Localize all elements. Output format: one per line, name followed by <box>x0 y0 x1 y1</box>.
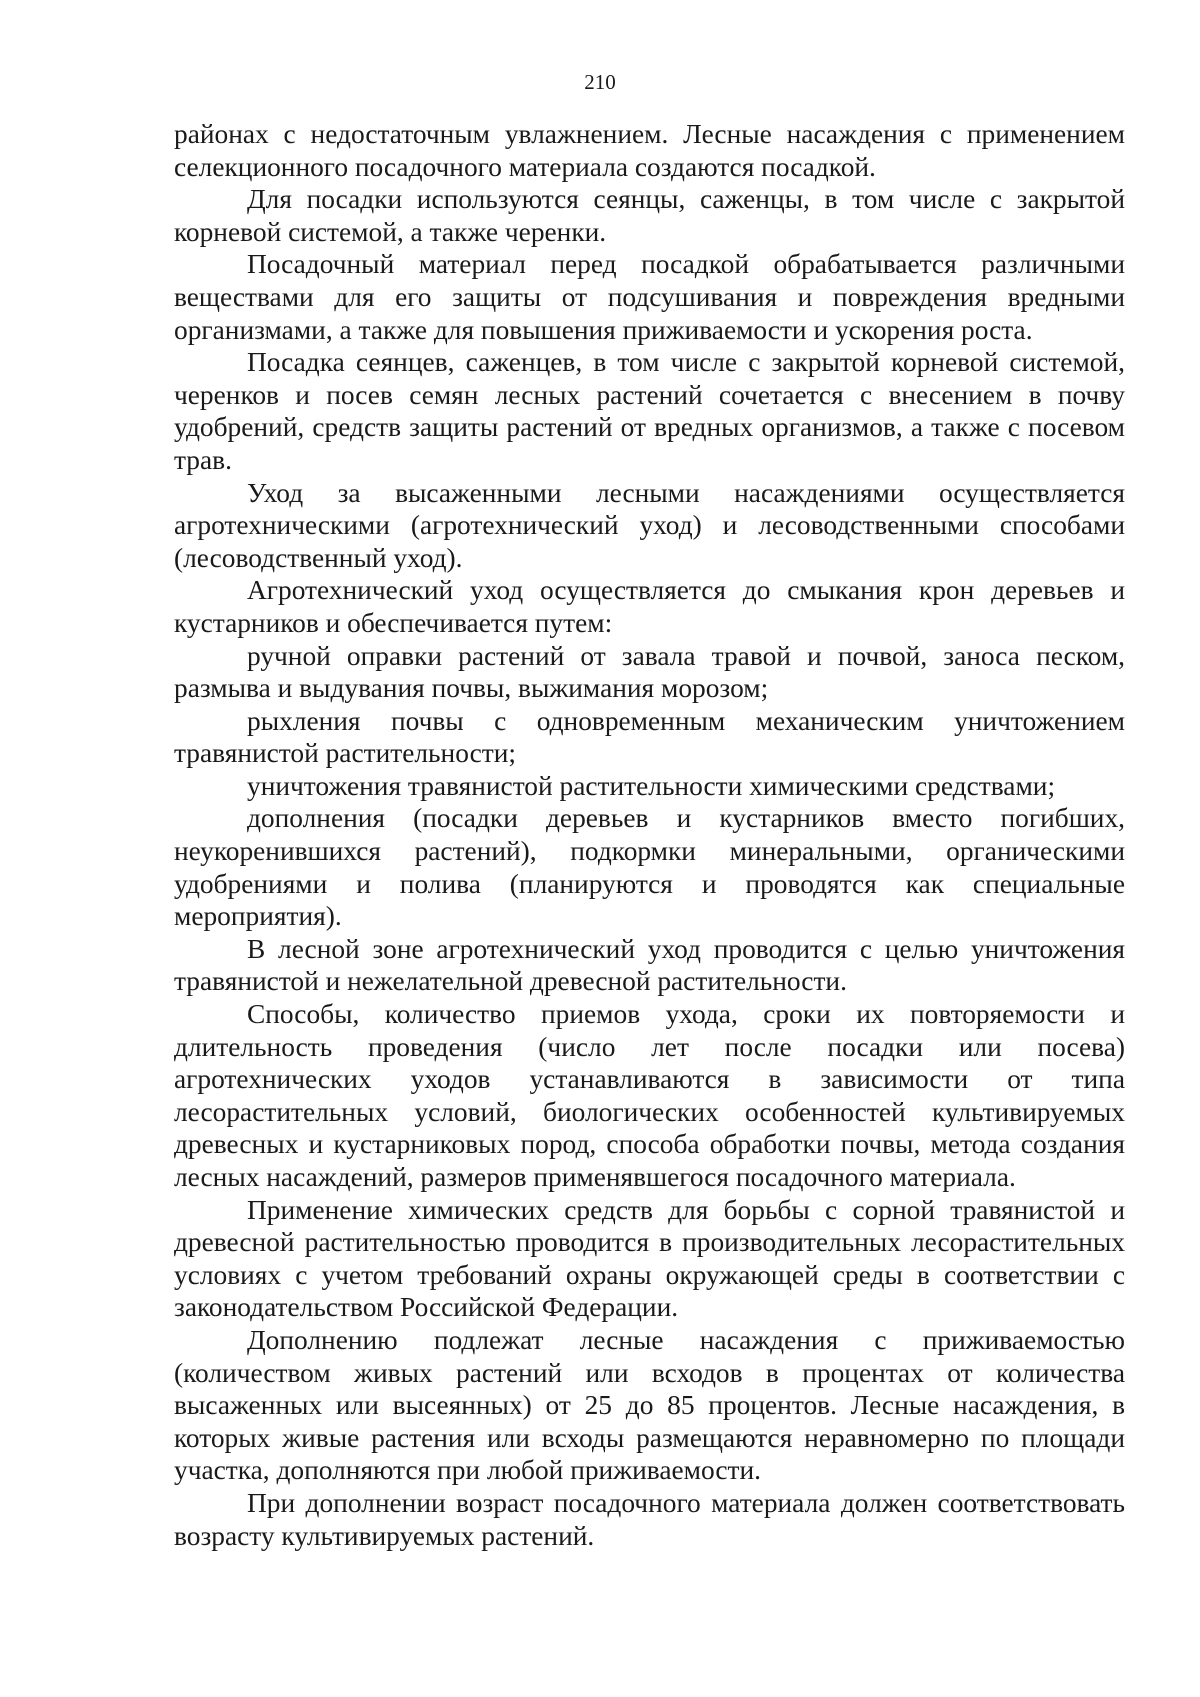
paragraph: Посадка сеянцев, саженцев, в том числе с закрытой корневой системой, черенков и посев семян лесных растений сочетается с внесением в почву удобрений, средств защиты растений от вредных организмов, а также с посевом трав. <box>174 347 1125 475</box>
paragraph: районах с недостаточным увлажнением. Лесные насаждения с применением селекционного посадочного материала создаются посадкой. <box>174 119 1125 182</box>
list-item: ручной оправки растений от завала травой и почвой, заноса песком, размыва и выдувания почвы, выжимания морозом; <box>174 640 1125 704</box>
list-item: дополнения (посадки деревьев и кустарников вместо погибших, неукоренившихся растений), подкормки минеральными, органическими удобрениями и полива (планируются и проводятся как специальные мероприятия). <box>174 803 1125 932</box>
paragraph: Для посадки используются сеянцы, саженцы, в том числе с закрытой корневой системой, а также черенки. <box>174 184 1125 247</box>
paragraph: Посадочный материал перед посадкой обрабатывается различными веществами для его защиты от подсушивания и повреждения вредными организмами, а также для повышения приживаемости и ускорения роста. <box>174 249 1125 345</box>
paragraph: В лесной зоне агротехнический уход проводится с целью уничтожения травянистой и нежелательной древесной растительности. <box>174 933 1125 997</box>
document-body <box>174 118 1125 1552</box>
paragraph: Применение химических средств для борьбы с сорной травянистой и древесной растительностью проводится в производительных лесорастительных условиях с учетом требований охраны окружающей среды в соответствии с законодательством Российской Федерации. <box>174 1194 1125 1323</box>
list-item: уничтожения травянистой растительности химическими средствами; <box>247 770 1056 801</box>
paragraph: Уход за высаженными лесными насаждениями осуществляется агротехническими (агротехнический уход) и лесоводственными способами (лесоводственный уход). <box>174 477 1125 573</box>
list-item: рыхления почвы с одновременным механическим уничтожением травянистой растительности; <box>174 705 1125 769</box>
paragraph: Агротехнический уход осуществляется до смыкания крон деревьев и кустарников и обеспечивается путем: <box>174 575 1125 638</box>
paragraph: Дополнению подлежат лесные насаждения с приживаемостью (количеством живых растений или всходов в процентах от количества высаженных или высеянных) от 25 до 85 процентов. Лесные насаждения, в которых живые растения или всходы размещаются неравномерно по площади участка, дополняются при любой приживаемости. <box>174 1324 1125 1486</box>
paragraph: Способы, количество приемов ухода, сроки их повторяемости и длительность проведения (число лет после посадки или посева) агротехнических уходов устанавливаются в зависимости от типа лесорастительных условий, биологических особенностей культивируемых древесных и кустарниковых пород, способа обработки почвы, метода создания лесных насаждений, размеров применявшегося посадочного материала. <box>174 999 1125 1192</box>
paragraph: При дополнении возраст посадочного материала должен соответствовать возрасту культивируемых растений. <box>174 1487 1125 1551</box>
page-number: 210 <box>584 70 616 94</box>
